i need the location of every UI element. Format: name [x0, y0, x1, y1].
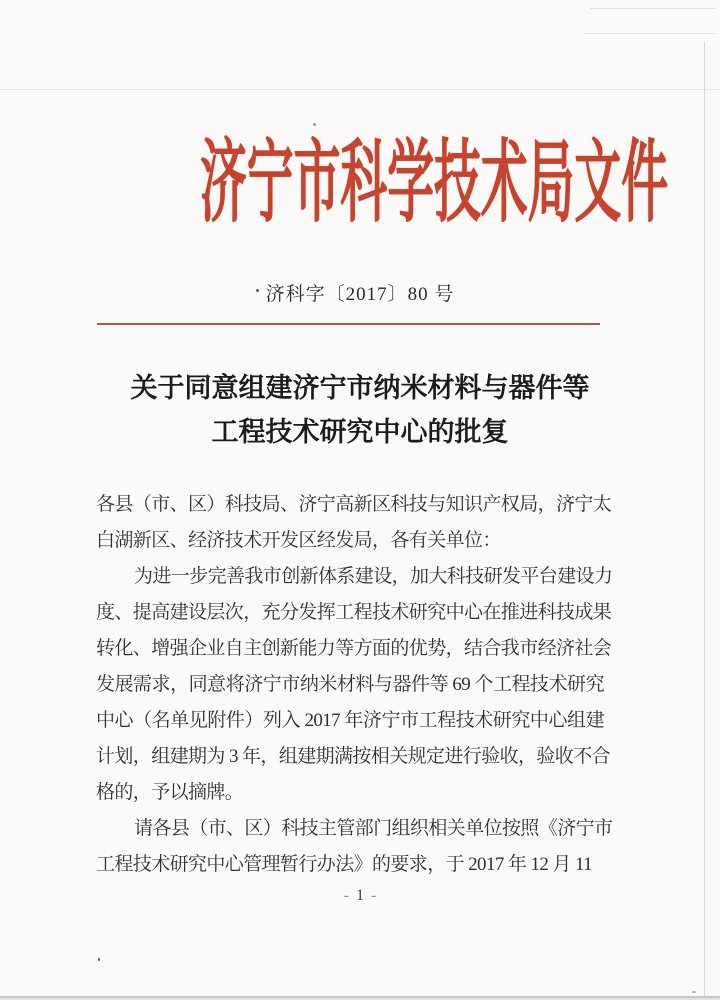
page-number-dash: -	[371, 887, 377, 904]
document-title	[0, 366, 720, 454]
body-line: 为进一步完善我市创新体系建设，加大科技研发平台建设力	[134, 566, 613, 587]
letterhead	[0, 134, 704, 233]
body-line: 各县（市、区）科技局、济宁高新区科技与知识产权局，济宁太	[96, 494, 612, 515]
letterhead-title: 济宁市科学技术局文件	[200, 134, 669, 233]
body-line: 请各县（市、区）科技主管部门组织相关单位按照《济宁市	[134, 818, 613, 839]
document-title-line1: 关于同意组建济宁市纳米材料与器件等	[130, 373, 590, 403]
body-line: 度、提高建设层次，充分发挥工程技术研究中心在推进科技成果	[96, 602, 612, 623]
scan-speck	[692, 991, 696, 993]
body-line: 白湖新区、经济技术开发区经发局，各有关单位：	[96, 530, 501, 551]
document-title-line2: 工程技术研究中心的批复	[211, 417, 509, 447]
body-line: 中心（名单见附件）列入 2017 年济宁市工程技术研究中心组建	[96, 710, 604, 731]
page-number	[0, 886, 720, 906]
scan-edge-right	[704, 42, 705, 1000]
body-line: 发展需求，同意将济宁市纳米材料与器件等 69 个工程技术研究	[96, 674, 604, 695]
document-number: 济科字〔2017〕80 号	[265, 284, 455, 305]
red-separator-line	[97, 323, 600, 325]
body-line: 工程技术研究中心管理暂行办法》的要求，于 2017 年 12 月 11	[96, 854, 593, 875]
scan-speck	[313, 123, 316, 126]
body-line: 格的，予以摘牌。	[96, 782, 244, 803]
scan-streak	[585, 33, 715, 34]
scan-streak	[590, 8, 715, 9]
scan-speck	[98, 958, 100, 961]
body-line: 转化、增强企业自主创新能力等方面的优势，结合我市经济社会	[96, 638, 612, 659]
page-number-dash: -	[343, 887, 349, 904]
document-body	[96, 487, 613, 883]
scan-streak	[0, 89, 720, 90]
page-number-value: 1	[356, 887, 364, 904]
body-line: 计划，组建期为 3 年，组建期满按相关规定进行验收，验收不合	[96, 746, 611, 767]
